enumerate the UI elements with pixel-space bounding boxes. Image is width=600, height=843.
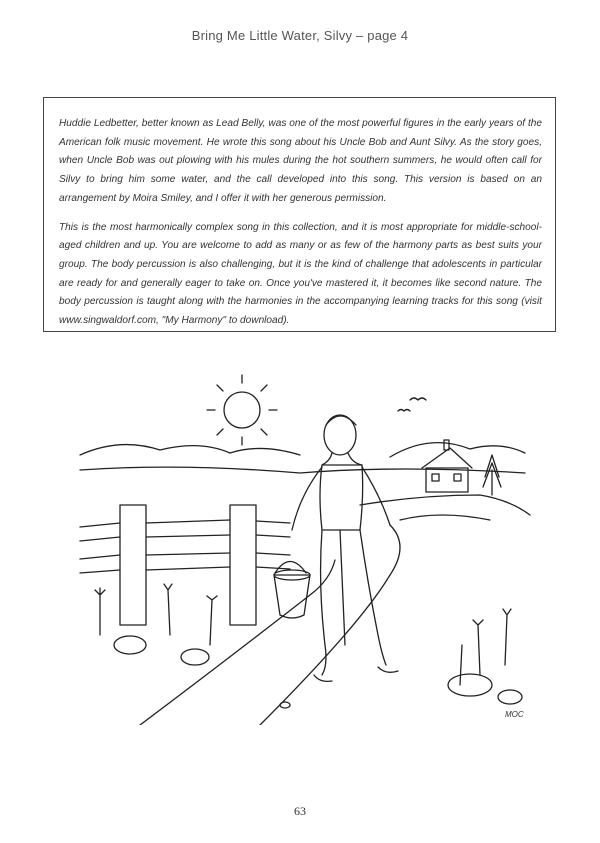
intro-paragraph-1: Huddie Ledbetter, better known as Lead Belly, was one of the most powerful figures in the early years of the American folk music movement. He wrote this song about his Uncle Bob and Aunt Silvy. As the story goes, when Uncle Bob was out plowing with his mules during the hot southern summers, he would often call for Silvy to bring him some water, and the call developed into this song. This version is based on an arrangement by Moira Smiley, and I offer it with her generous permission.	[59, 118, 542, 204]
artist-signature: MOC	[505, 710, 524, 719]
page-header: Bring Me Little Water, Silvy – page 4	[191, 28, 409, 43]
page-number: 63	[294, 804, 306, 818]
bird	[410, 398, 426, 400]
flowers	[95, 584, 511, 685]
house	[422, 440, 472, 492]
bird	[398, 410, 410, 412]
intro-paragraph-2: This is the most harmonically complex song in this collection, and it is most appropriate for middle-school-aged children and up. You are welcome to add as many or as few of the harmony parts as best suits your group. The body percussion is also challenging, but it is the kind of challenge that adolescents in particular are ready for and generally eager to take on. Once you've mastered it, it becomes like second nature. The body percussion is taught along with the harmonies in the accompanying learning tracks for this song (visit www.singwaldorf.com, "My Harmony" to download).	[59, 221, 542, 327]
intro-text-box	[43, 97, 556, 332]
mountains	[80, 445, 300, 455]
tree	[483, 455, 501, 495]
coloring-illustration	[60, 345, 540, 725]
child-figure	[292, 415, 398, 681]
sun	[207, 375, 277, 445]
fence	[80, 505, 290, 625]
